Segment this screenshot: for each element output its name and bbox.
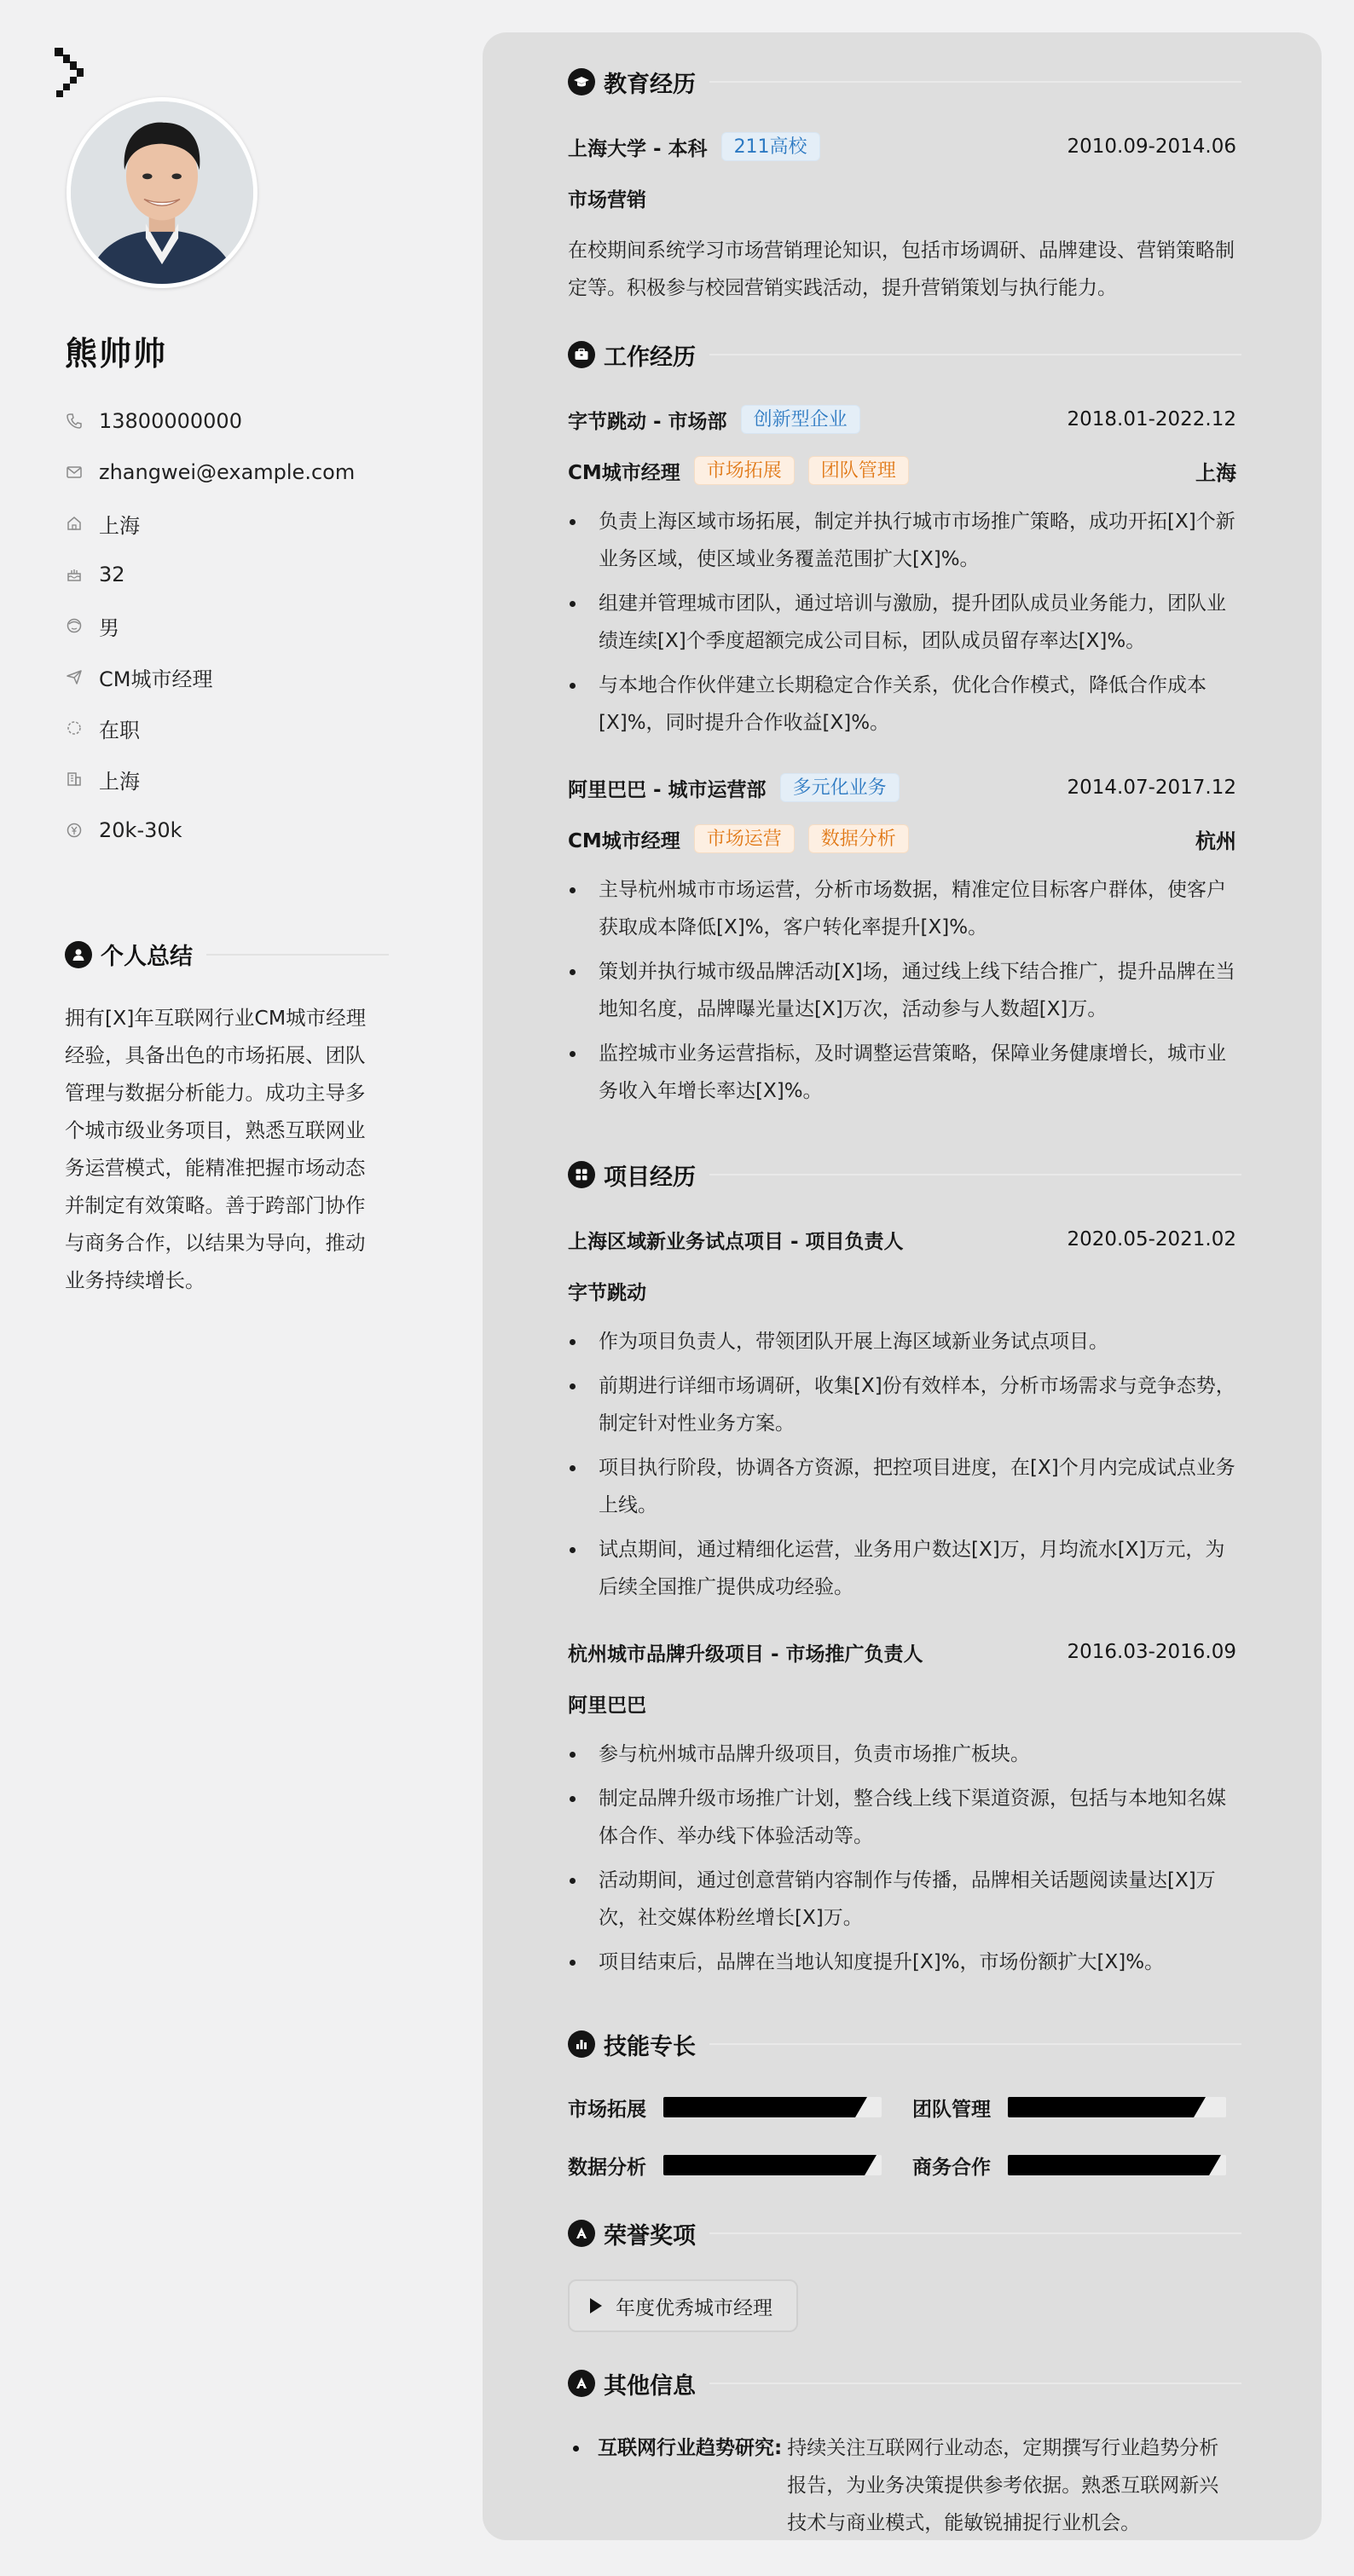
home-icon: [65, 514, 84, 533]
company-name: 阿里巴巴 - 城市运营部: [568, 778, 767, 801]
skill-bar: [1008, 2097, 1226, 2117]
school-name: 上海大学 - 本科: [568, 137, 708, 160]
list-item: 负责上海区域市场拓展，制定并执行城市市场推广策略，成功开拓[X]个新业务区域，使区域业务覆盖范围扩大[X]%。: [568, 503, 1241, 578]
skill-bar: [663, 2097, 882, 2117]
mail-icon: [65, 463, 84, 482]
list-item: 作为项目负责人，带领团队开展上海区域新业务试点项目。: [568, 1323, 1241, 1360]
skills-heading: [568, 2027, 1241, 2061]
other-value: 持续关注互联网行业动态，定期撰写行业趋势分析报告，为业务决策提供参考依据。熟悉互联网新兴技术与商业模式，能敏锐捕捉行业机会。: [787, 2437, 1219, 2534]
info-salary: [65, 805, 406, 856]
projects-title: 项目经历: [604, 1164, 696, 1191]
work-header-row: [568, 402, 1236, 436]
skill-tag: 市场运营: [694, 824, 795, 853]
work-header-row: [568, 771, 1236, 805]
major: 市场营销: [568, 188, 646, 211]
projects-heading: [568, 1158, 1241, 1192]
logo-icon: [55, 48, 89, 101]
honor-item: [568, 2279, 798, 2332]
email-text: zhangwei@example.com: [99, 460, 356, 484]
skill-bar: [663, 2155, 882, 2175]
job-role: CM城市经理: [568, 829, 680, 852]
face-icon: [65, 616, 84, 635]
briefcase-icon: [568, 341, 595, 368]
work-role-row: [568, 822, 1236, 856]
skill-item: [912, 2090, 1226, 2124]
company-tag: 创新型企业: [741, 405, 860, 434]
skill-level-fill: [663, 2155, 865, 2175]
user-icon: [65, 941, 92, 968]
work-heading: [568, 338, 1241, 372]
project-date: 2016.03-2016.09: [1067, 1641, 1236, 1663]
status-icon: [65, 719, 84, 737]
divider: [709, 1174, 1241, 1175]
bar-chart-icon: [568, 2030, 595, 2058]
project-name: 杭州城市品牌升级项目 - 市场推广负责人: [568, 1643, 923, 1666]
location-text: 上海: [99, 513, 140, 538]
skill-name: 团队管理: [912, 2098, 991, 2121]
status-text: 在职: [99, 718, 140, 742]
education-heading: [568, 65, 1241, 99]
work-bullets: [568, 871, 1241, 1117]
honors-title: 荣誉奖项: [604, 2222, 696, 2250]
major-row: [568, 181, 1236, 215]
divider: [709, 81, 1241, 83]
summary-text: 拥有[X]年互联网行业CM城市经理经验，具备出色的市场拓展、团队管理与数据分析能力。成功主导多个城市级业务项目，熟悉互联网业务运营模式，能精准把握市场动态并制定有效策略。善于跨部门协作与商务合作，以结果为导向，推动业务持续增长。: [65, 1006, 367, 1292]
list-item: 试点期间，通过精细化运营，业务用户数达[X]万，月均流水[X]万元，为后续全国推广提供成功经验。: [568, 1531, 1241, 1606]
project-org-row: [568, 1686, 1236, 1720]
project-bullets: [568, 1736, 1241, 1988]
grid-icon: [568, 1161, 595, 1188]
other-item: [568, 2429, 1241, 2542]
candidate-name: 熊帅帅: [65, 335, 168, 373]
skill-item: [568, 2090, 882, 2124]
bullet-dot: [573, 2446, 579, 2452]
honor-text: 年度优秀城市经理: [616, 2296, 772, 2319]
expected-city-text: 上海: [99, 769, 140, 794]
age-text: 32: [99, 563, 125, 586]
list-item: 制定品牌升级市场推广计划，整合线上线下渠道资源，包括与本地知名媒体合作、举办线下体验活动等。: [568, 1780, 1241, 1855]
education-description: 在校期间系统学习市场营销理论知识，包括市场调研、品牌建设、营销策略制定等。积极参与校园营销实践活动，提升营销策划与执行能力。: [568, 240, 1235, 299]
divider: [709, 2383, 1241, 2384]
divider: [709, 354, 1241, 355]
info-location: [65, 498, 406, 549]
list-item: 活动期间，通过创意营销内容制作与传播，品牌相关话题阅读量达[X]万次，社交媒体粉丝增长[X]万。: [568, 1862, 1241, 1937]
job-role: CM城市经理: [568, 461, 680, 484]
list-item: 主导杭州城市市场运营，分析市场数据，精准定位目标客户群体，使客户获取成本降低[X]%，客户转化率提升[X]%。: [568, 871, 1241, 946]
contact-info-list: [65, 396, 406, 856]
skill-level-fill: [1008, 2097, 1194, 2117]
school-tag: 211高校: [721, 132, 820, 161]
project-org-row: [568, 1274, 1236, 1308]
company-name: 字节跳动 - 市场部: [568, 410, 727, 433]
education-title: 教育经历: [604, 71, 696, 98]
building-icon: [65, 770, 84, 788]
skill-name: 数据分析: [568, 2156, 646, 2179]
skill-bar: [1008, 2155, 1226, 2175]
education-header-row: [568, 130, 1236, 164]
project-header-row: [568, 1222, 1236, 1256]
list-item: 项目结束后，品牌在当地认知度提升[X]%，市场份额扩大[X]%。: [568, 1944, 1241, 1981]
skill-item: [912, 2148, 1226, 2182]
skill-tag: 团队管理: [808, 456, 909, 485]
skill-name: 市场拓展: [568, 2098, 646, 2121]
graduation-cap-icon: [568, 68, 595, 95]
divider: [206, 954, 389, 956]
award-icon: [568, 2220, 595, 2247]
list-item: 与本地合作伙伴建立长期稳定合作关系，优化合作模式，降低合作成本[X]%，同时提升合作收益[X]%。: [568, 667, 1241, 742]
other-title: 其他信息: [604, 2372, 696, 2400]
education-date: 2010.09-2014.06: [1067, 136, 1236, 158]
other-heading: [568, 2366, 1241, 2400]
send-icon: [65, 667, 84, 686]
info-phone: [65, 396, 406, 447]
project-org: 字节跳动: [568, 1281, 646, 1304]
work-date: 2014.07-2017.12: [1067, 777, 1236, 799]
cake-icon: [65, 565, 84, 584]
play-triangle-icon: [590, 2298, 602, 2313]
divider: [709, 2043, 1241, 2045]
list-item: 组建并管理城市团队，通过培训与激励，提升团队成员业务能力，团队业绩连续[X]个季度超额完成公司目标，团队成员留存率达[X]%。: [568, 585, 1241, 660]
avatar: [67, 97, 257, 288]
honors-heading: [568, 2216, 1241, 2250]
info-email: [65, 447, 406, 498]
project-date: 2020.05-2021.02: [1067, 1228, 1236, 1250]
list-item: 监控城市业务运营指标，及时调整运营策略，保障业务健康增长，城市业务收入年增长率达[X]%。: [568, 1035, 1241, 1110]
info-expected-city: [65, 754, 406, 805]
info-position: [65, 651, 406, 702]
list-item: 策划并执行城市级品牌活动[X]场，通过线上线下结合推广，提升品牌在当地知名度，品牌曝光量达[X]万次，活动参与人数超[X]万。: [568, 953, 1241, 1028]
project-header-row: [568, 1635, 1236, 1669]
skill-level-fill: [1008, 2155, 1209, 2175]
info-status: [65, 702, 406, 754]
project-bullets: [568, 1323, 1241, 1613]
skills-title: 技能专长: [604, 2033, 696, 2060]
info-age: [65, 549, 406, 600]
other-key: 互联网行业趋势研究:: [598, 2437, 783, 2459]
list-item: 参与杭州城市品牌升级项目，负责市场推广板块。: [568, 1736, 1241, 1773]
info-gender: [65, 600, 406, 651]
summary-title: 个人总结: [101, 944, 193, 970]
work-role-row: [568, 453, 1236, 488]
project-org: 阿里巴巴: [568, 1694, 646, 1717]
award-icon: [568, 2370, 595, 2397]
work-bullets: [568, 503, 1241, 748]
coin-icon: [65, 821, 84, 840]
list-item: 前期进行详细市场调研，收集[X]份有效样本，分析市场需求与竞争态势，制定针对性业务方案。: [568, 1367, 1241, 1442]
work-title: 工作经历: [604, 344, 696, 371]
list-item: 项目执行阶段，协调各方资源，把控项目进度，在[X]个月内完成试点业务上线。: [568, 1449, 1241, 1524]
work-date: 2018.01-2022.12: [1067, 408, 1236, 430]
skill-name: 商务合作: [912, 2156, 991, 2179]
company-tag: 多元化业务: [780, 773, 900, 802]
position-text: CM城市经理: [99, 667, 213, 691]
divider: [709, 2232, 1241, 2234]
skill-item: [568, 2148, 882, 2182]
skill-level-fill: [663, 2097, 855, 2117]
phone-text: 13800000000: [99, 409, 242, 433]
summary-heading: [65, 938, 389, 971]
salary-text: 20k-30k: [99, 818, 182, 842]
work-city: 上海: [1195, 460, 1236, 485]
gender-text: 男: [99, 615, 119, 640]
work-city: 杭州: [1195, 829, 1236, 853]
skill-tag: 数据分析: [808, 824, 909, 853]
skill-tag: 市场拓展: [694, 456, 795, 485]
project-name: 上海区域新业务试点项目 - 项目负责人: [568, 1230, 904, 1253]
phone-icon: [65, 412, 84, 430]
